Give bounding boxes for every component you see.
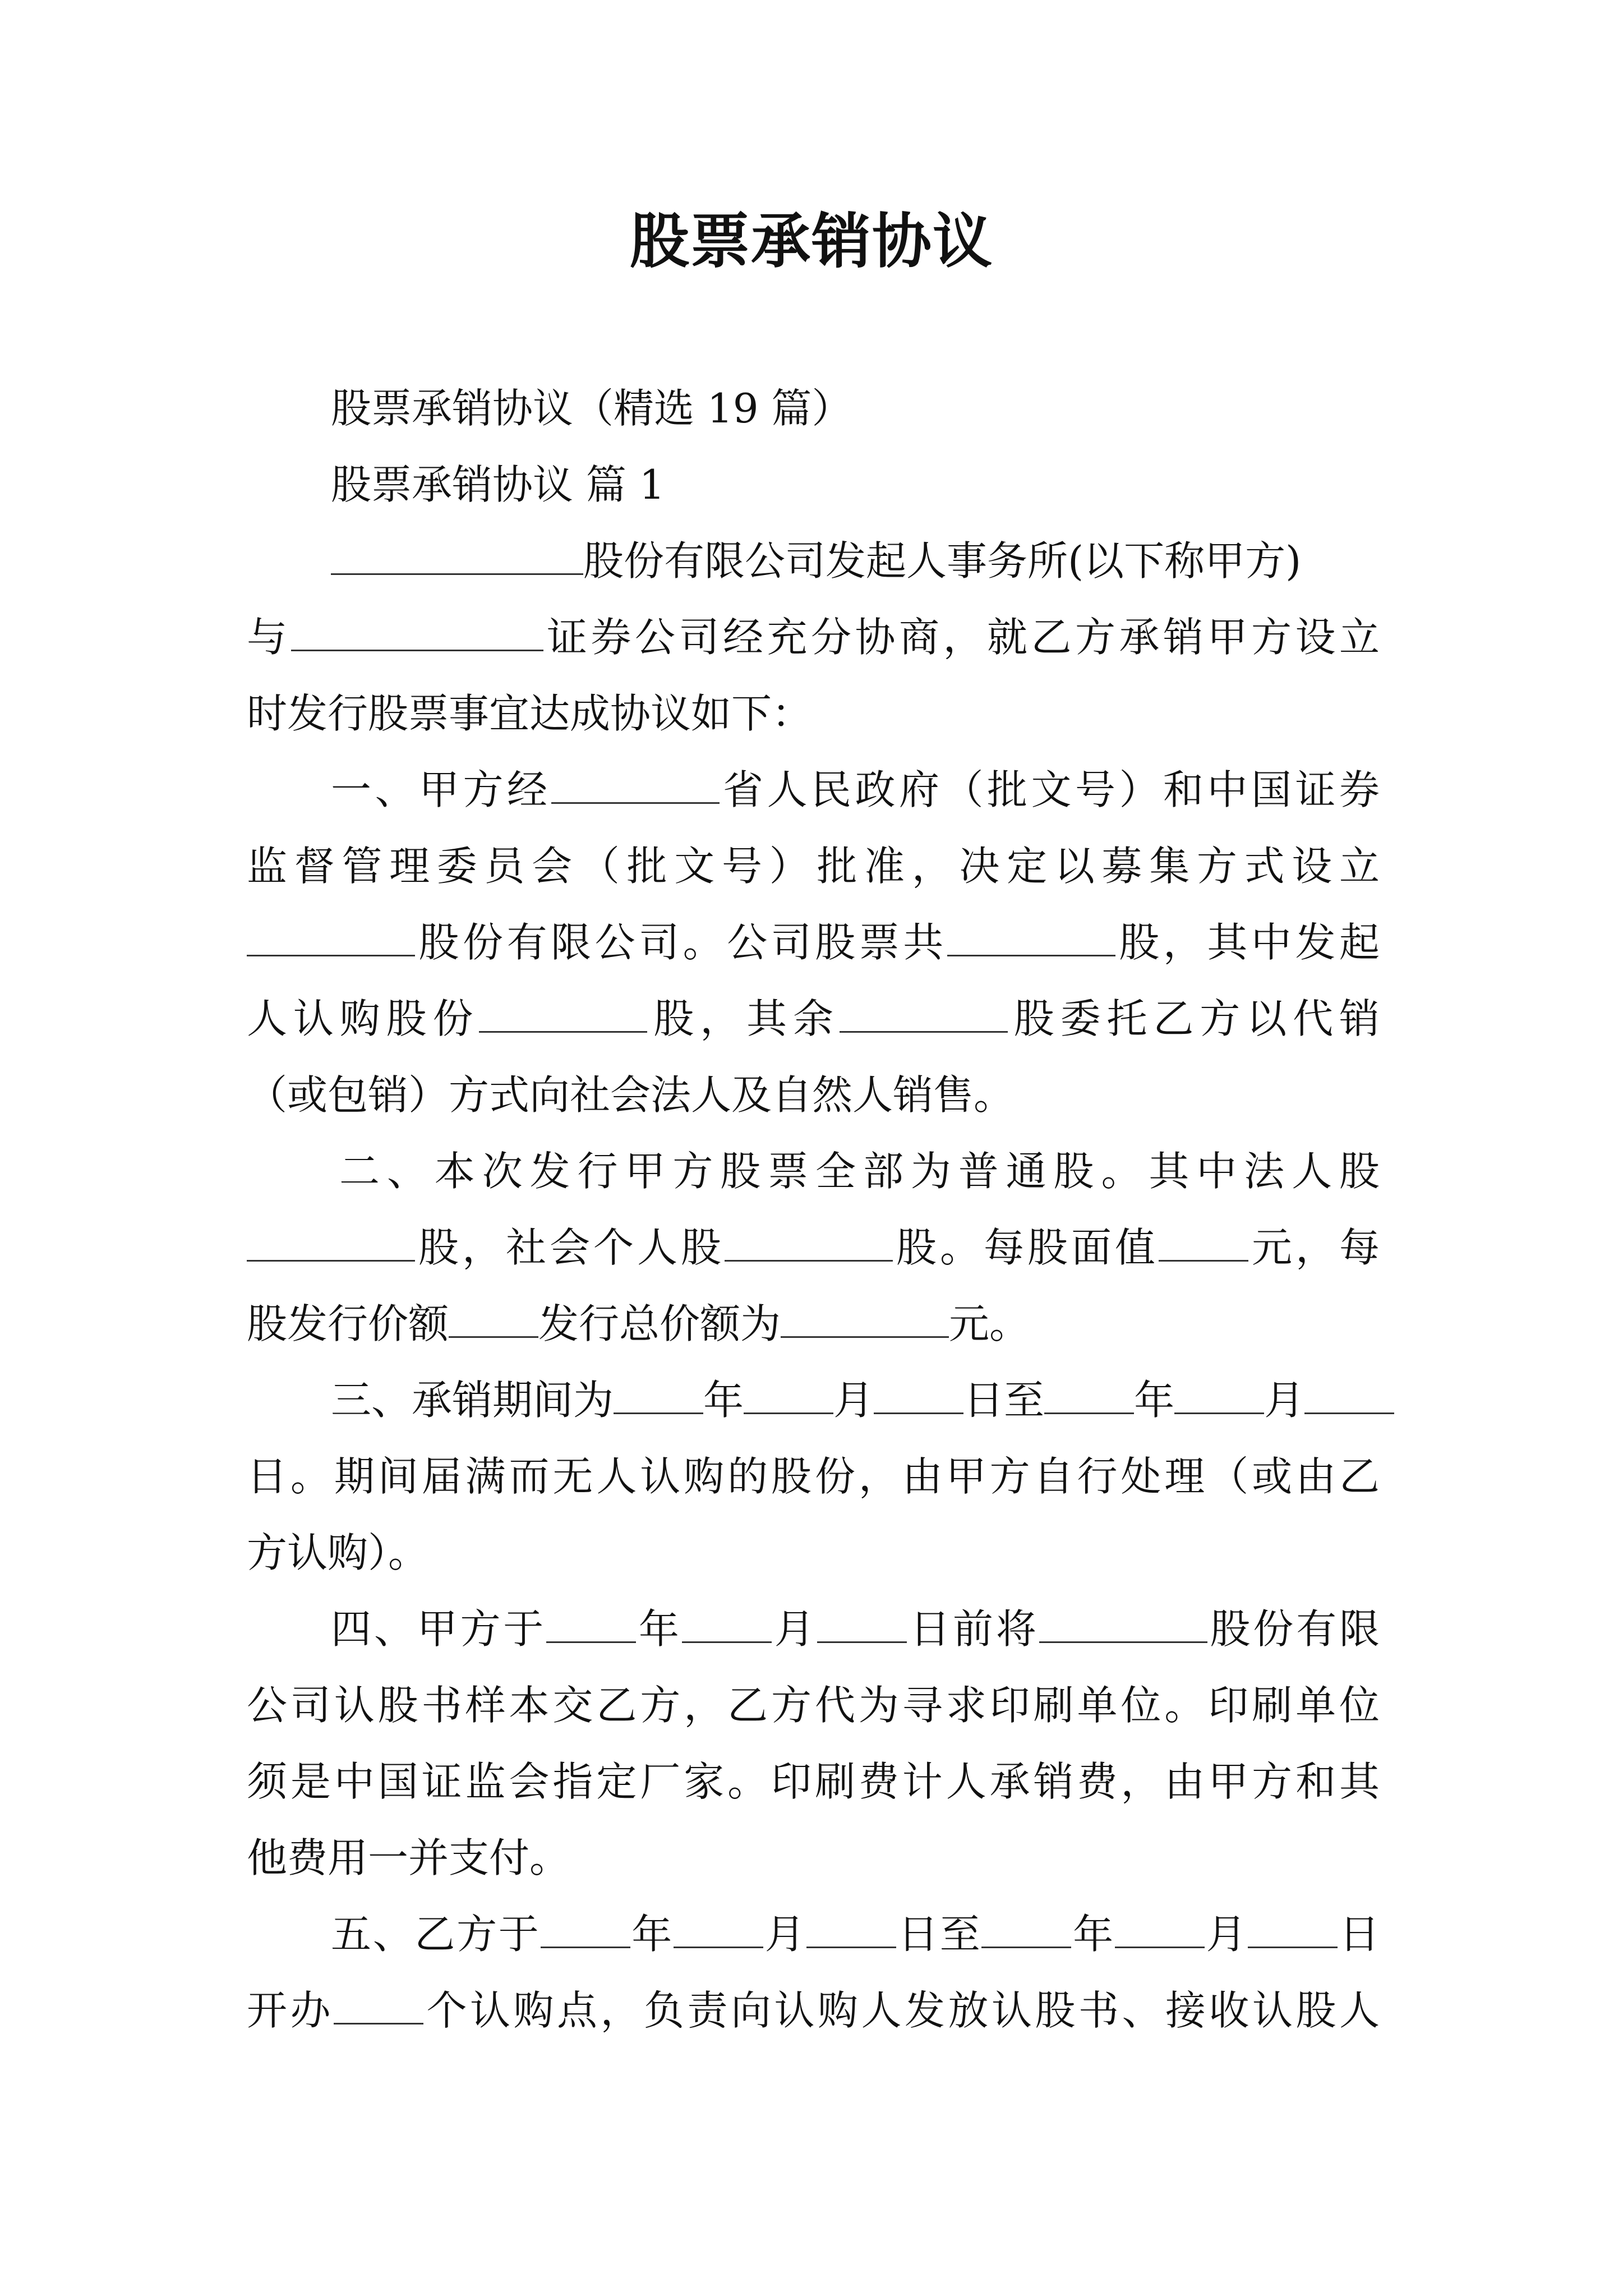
blank-field (781, 1297, 949, 1338)
document-subtitle: 股票承销协议（精选 19 篇） (331, 385, 852, 432)
blank-field (614, 1373, 703, 1414)
blank-field (1304, 1373, 1394, 1414)
preamble-line-1: 股份有限公司发起人事务所(以下称甲方) (247, 523, 1380, 599)
blank-field (331, 534, 583, 575)
clause1-line-1: 一、甲方经 省人民政府（批文号）和中国证券 (247, 752, 1380, 828)
blank-field (1174, 1373, 1264, 1414)
blank-field (546, 1602, 636, 1643)
blank-field (725, 1221, 893, 1262)
clause1-line-5: （或包销）方式向社会法人及自然人销售。 (247, 1071, 1015, 1119)
blank-field (947, 915, 1115, 956)
blank-field (1039, 1602, 1207, 1643)
preamble-line-3: 时发行股票事宜达成协议如下： (247, 690, 813, 737)
blank-field (334, 1984, 423, 2024)
blank-field (682, 1602, 772, 1643)
clause4-line-2: 公司认股书样本交乙方，乙方代为寻求印刷单位。印刷单位 (247, 1682, 1380, 1729)
clause2-line-1: 二、本次发行甲方股票全部为普通股。其中法人股 (339, 1148, 1380, 1195)
blank-field (840, 992, 1008, 1033)
blank-field (1115, 1907, 1205, 1948)
blank-field (551, 763, 720, 804)
blank-field (874, 1373, 963, 1414)
clause3-line-2: 日。期间届满而无人认购的股份，由甲方自行处理（或由乙 (247, 1453, 1380, 1500)
clause1-line-4: 人认购股份 股，其余 股委托乙方以代销 (247, 981, 1380, 1057)
blank-field (247, 1221, 415, 1262)
clause2-line-2: 股，社会个人股 股。每股面值 元，每 (247, 1209, 1380, 1286)
blank-field (291, 610, 543, 651)
document-body (247, 370, 1380, 2049)
clause2-line-3: 股发行价额 发行总价额为 元。 (247, 1286, 1380, 1362)
clause4-line-1: 四、甲方于 年 月 日前将 股份有限 (247, 1591, 1380, 1667)
blank-field (817, 1602, 907, 1643)
blank-field (247, 915, 415, 956)
blank-field (806, 1907, 896, 1948)
section-heading: 股票承销协议 篇 1 (331, 461, 665, 508)
clause4-line-4: 他费用一并支付。 (247, 1834, 570, 1881)
blank-field (744, 1373, 833, 1414)
clause3-line-1: 三、承销期间为 年 月 日至 年 月 (247, 1362, 1380, 1438)
blank-field (1159, 1221, 1248, 1262)
blank-field (449, 1297, 538, 1338)
blank-field (981, 1907, 1071, 1948)
clause1-line-2: 监督管理委员会（批文号）批准，决定以募集方式设立 (247, 843, 1380, 890)
clause1-line-3: 股份有限公司。公司股票共 股，其中发起 (247, 904, 1380, 981)
document-title: 股票承销协议 (630, 206, 993, 276)
blank-field (674, 1907, 763, 1948)
clause5-line-2: 开办 个认购点，负责向认购人发放认股书、接收认股人 (247, 1972, 1380, 2049)
blank-field (1248, 1907, 1338, 1948)
blank-field (1044, 1373, 1134, 1414)
clause5-line-1: 五、乙方于 年 月 日至 年 月 日 (247, 1896, 1380, 1972)
blank-field (479, 992, 647, 1033)
blank-field (541, 1907, 630, 1948)
clause3-line-3: 方认购）。 (247, 1529, 429, 1576)
preamble-line-2: 与 证券公司经充分协商，就乙方承销甲方设立 (247, 599, 1380, 675)
clause4-line-3: 须是中国证监会指定厂家。印刷费计人承销费，由甲方和其 (247, 1758, 1380, 1805)
